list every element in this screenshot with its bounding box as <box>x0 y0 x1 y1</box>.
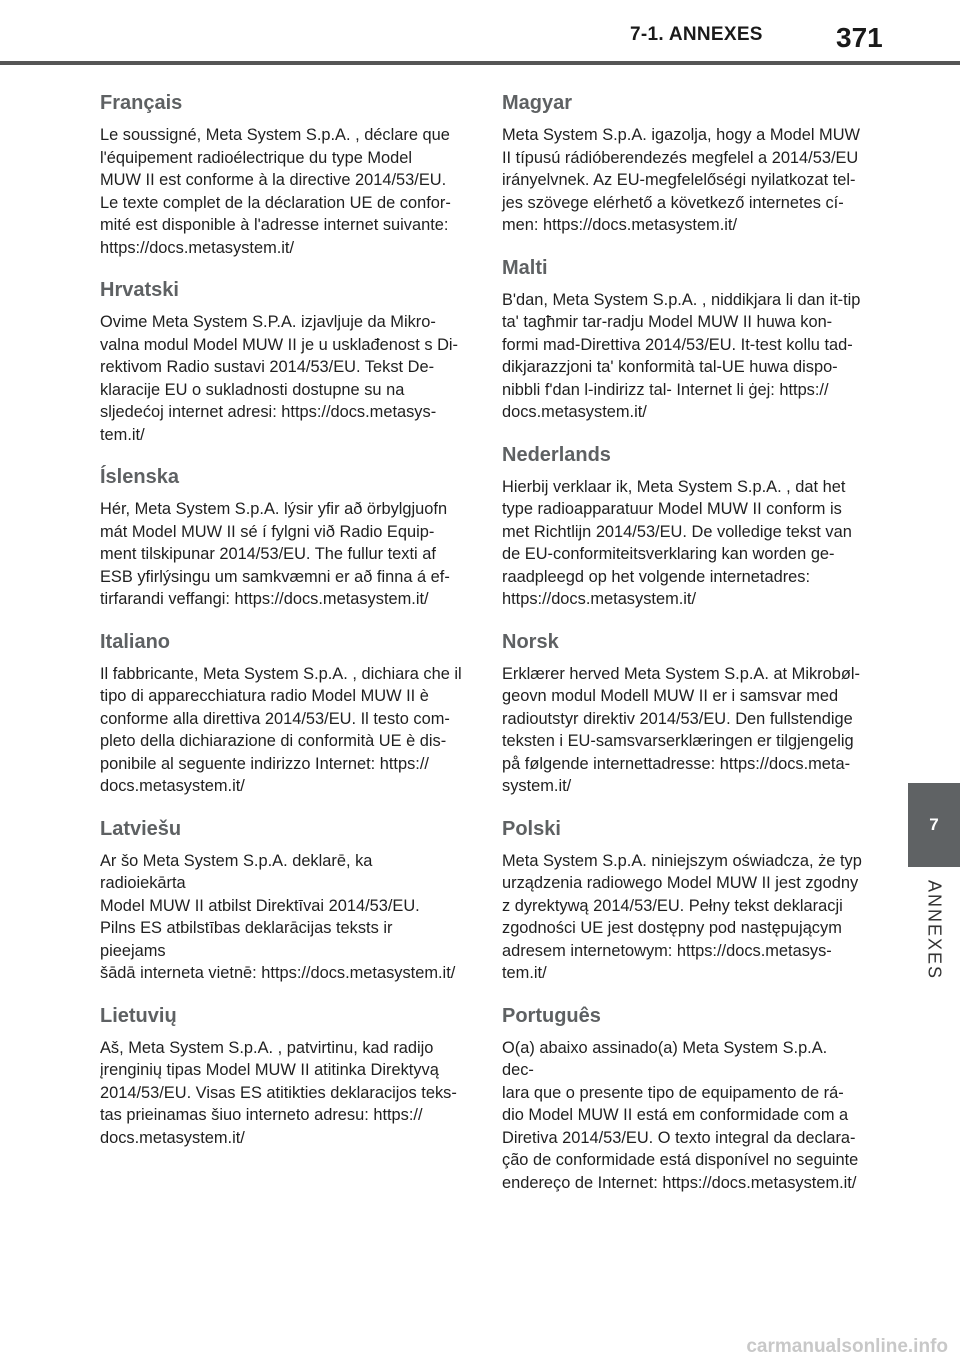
chapter-number: 7 <box>929 815 939 834</box>
section-body: Erklærer herved Meta System S.p.A. at Mikrobøl- geovn modul Modell MUW II er i samsvar med radioutstyr direktiv 2014/53/EU. Den fullstendige teksten i EU-samsvarserklæringen er tilgjengelig på følgende internettadresse: https://docs.meta- system.it/ <box>502 664 860 795</box>
section-lietuviu <box>100 1001 462 1150</box>
section-heading: Français <box>100 92 183 114</box>
section-body: Ovime Meta System S.P.A. izjavljuje da Mikro- valna modul Model MUW II je u usklađenost s Di- rektivom Radio sustavi 2014/53/EU. Tekst De- klaracije EU o sukladnosti dostupne su na sljedećoj internet adresi: https://docs.metasys- tem.it/ <box>100 313 459 444</box>
section-title: 7-1. ANNEXES <box>630 24 763 45</box>
section-body: Le soussigné, Meta System S.p.A. , déclare que l'équipement radioélectrique du type Model MUW II est conforme à la directive 2014/53/EU. Le texte complet de la déclaration UE de confor- mité est disponible à l'adresse internet suivante: https://docs.metasystem.it/ <box>100 126 451 257</box>
section-heading: Íslenska <box>100 466 179 488</box>
section-body: Hér, Meta System S.p.A. lýsir yfir að örbylgjuofn mát Model MUW II sé í fylgni við Radio Equip- ment tilskipunar 2014/53/EU. The fullur texti af ESB yfirlýsingu um samkvæmni er að finna á ef- tirfarandi veffangi: https://docs.metasystem.it/ <box>100 500 450 608</box>
section-heading: Polski <box>502 817 561 840</box>
section-body: Il fabbricante, Meta System S.p.A. , dichiara che il tipo di apparecchiatura radio Model MUW II è conforme alla direttiva 2014/53/EU. Il testo com- pleto della dichiarazione di conformità UE è dis- ponibile al seguente indirizzo Internet: https:// docs.metasystem.it/ <box>100 664 462 795</box>
section-italiano <box>100 627 462 798</box>
section-heading: Latviešu <box>100 817 182 840</box>
section-body: Meta System S.p.A. niniejszym oświadcza, że typ urządzenia radiowego Model MUW II jest zgodny z dyrektywą 2014/53/EU. Pełny tekst deklaracji zgodności UE jest dostępny pod następującym adresem internetowym: https://docs.metasys- tem.it/ <box>502 851 862 982</box>
section-heading: Malti <box>502 256 548 279</box>
section-heading: Português <box>502 1004 601 1027</box>
section-body: B'dan, Meta System S.p.A. , niddikjara li dan it-tip ta' tagħmir tar-radju Model MUW II huwa kon- formi mad-Direttiva 2014/53/EU. It-test kollu tad- dikjarazzjoni ta' konformità tal-UE huwa dispo- nibbli f'dan l-indirizz tal- Internet li ġej: https:// docs.metasystem.it/ <box>502 290 861 421</box>
section-nederlands <box>502 440 862 611</box>
section-polski <box>502 814 862 985</box>
section-hrvatski <box>100 275 462 446</box>
page-number: 371 <box>836 22 883 53</box>
watermark: carmanualsonline.info <box>746 1336 948 1357</box>
chapter-label: ANNEXES <box>924 879 945 981</box>
chapter-tab <box>908 783 960 867</box>
section-islenska <box>100 462 462 611</box>
section-body: O(a) abaixo assinado(a) Meta System S.p.A. dec- lara que o presente tipo de equipamento de rá- dio Model MUW II está em conformidade com a Diretiva 2014/53/EU. O texto integral da declara- ção de conformidade está disponível no seguinte endereço de Internet: https://docs.metasystem.it/ <box>502 1038 859 1192</box>
section-body: Meta System S.p.A. igazolja, hogy a Model MUW II típusú rádióberendezés megfelel a 2014/53/EU irányelvnek. Az EU-megfelelőségi nyilatkozat tel- jes szövege elérhető a következő internetes cí- men: https://docs.metasystem.it/ <box>502 126 861 234</box>
section-heading: Magyar <box>502 92 573 114</box>
section-heading: Norsk <box>502 630 559 653</box>
left-column <box>100 88 462 1165</box>
header-divider <box>0 61 960 65</box>
section-body: Aš, Meta System S.p.A. , patvirtinu, kad radijo įrenginių tipas Model MUW II atitinka Direktyvą 2014/53/EU. Visas ES atitikties deklaracijos teks- tas prieinamas šiuo interneto adresu: https:// docs.metasystem.it/ <box>100 1038 457 1147</box>
section-body: Ar šo Meta System S.p.A. deklarē, ka radioiekārta Model MUW II atbilst Direktīvai 2014/53/EU. Pilns ES atbilstības deklarācijas teksts ir pieejams šādā interneta vietnē: https://docs.metasystem.it/ <box>100 851 456 982</box>
section-heading: Lietuvių <box>100 1004 177 1027</box>
section-portugues <box>502 1001 862 1195</box>
section-malti <box>502 253 862 424</box>
section-heading: Hrvatski <box>100 279 179 301</box>
section-heading: Italiano <box>100 630 171 653</box>
section-body: Hierbij verklaar ik, Meta System S.p.A. , dat het type radioapparatuur Model MUW II conform is met Richtlijn 2014/53/EU. De volledige tekst van de EU-conformiteitsverklaring kan worden ge- raadpleegd op het volgende internetadres: https://docs.metasystem.it/ <box>502 477 852 608</box>
section-heading: Nederlands <box>502 443 611 466</box>
section-latviesu <box>100 814 462 985</box>
section-francais <box>100 88 462 259</box>
right-column <box>502 88 862 1210</box>
section-norsk <box>502 627 862 798</box>
section-magyar <box>502 88 862 237</box>
